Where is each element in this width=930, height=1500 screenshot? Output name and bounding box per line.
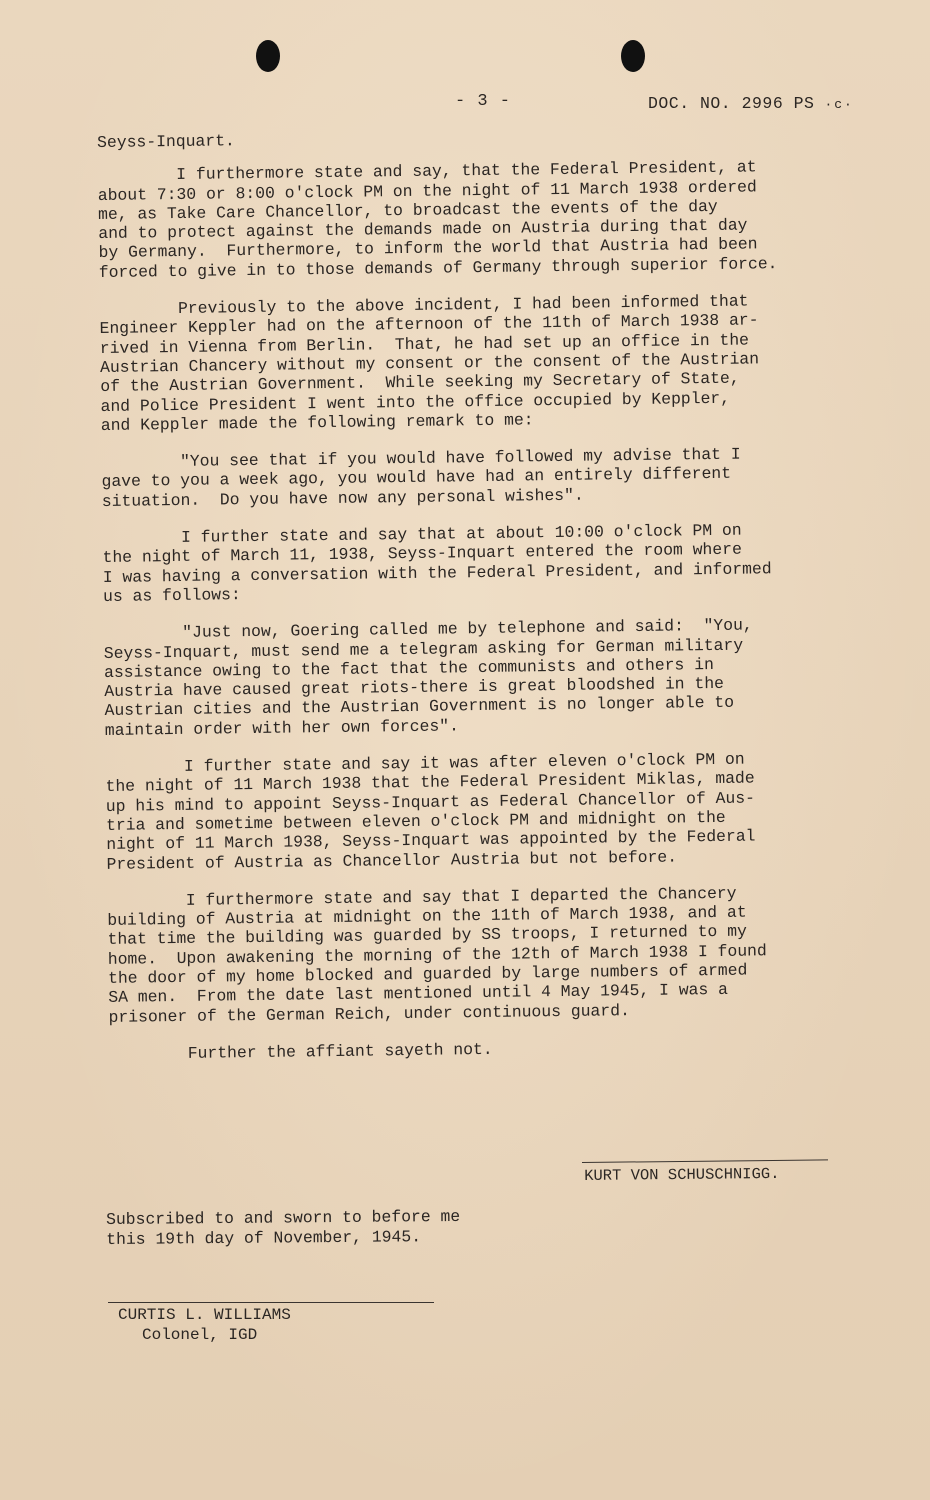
paragraph-keppler: Previously to the above incident, I had been informed that Engineer Keppler had on the afternoon of the 11th of March 1938 ar- rived in Vienna from Berlin. That, he had set up an office in the Austrian Chancery without my consent or the consent of the Austrian of the Austrian Government. While seeking my Secretary of State, and Police President I went into the office occupied by Keppler, and Keppler made the following remark to me: xyxy=(99,291,760,435)
quote-keppler: "You see that if you would have followed my advise that I gave to you a week ago, you would have had an entirely different situation. Do you have now any personal wishes". xyxy=(101,444,741,511)
page-number: - 3 - xyxy=(455,92,512,111)
officer-signature-block xyxy=(108,1302,438,1345)
affidavit-body xyxy=(97,123,909,1083)
affiant-signature-block xyxy=(582,1159,828,1185)
affiant-name: KURT VON SCHUSCHNIGG. xyxy=(584,1164,780,1185)
punch-hole-right xyxy=(621,40,645,72)
doc-number-header xyxy=(648,94,854,113)
doc-number: DOC. NO. 2996 PS xyxy=(648,94,815,113)
paragraph-departure: I furthermore state and say that I departed the Chancery building of Austria at midnight on the 11th of March 1938, and at that time the building was guarded by SS troops, I returned to my home. Upon awakening the morning of the 12th of March 1938 I found the door of my home blocked and guarded by large numbers of armed SA men. From the date last mentioned until 4 May 1945, I was a prisoner of the German Reich, under continuous guard. xyxy=(106,883,767,1027)
sworn-statement: Subscribed to and sworn to before me this 19th day of November, 1945. xyxy=(106,1206,461,1249)
punch-hole-left xyxy=(256,40,280,72)
officer-signature-line xyxy=(108,1302,434,1303)
signature-line xyxy=(582,1159,828,1163)
paragraph-seyss-inquart: I further state and say that at about 10:00 o'clock PM on the night of March 11, 1938, Seyss-Inquart entered the room where I was having a conversation with the Federal President, and informed us as follows: xyxy=(102,520,772,606)
doc-number-suffix: ·c· xyxy=(824,97,854,112)
quote-goering: "Just now, Goering called me by telephone and said: "You, Seyss-Inquart, must send me a telegram asking for German military assistance owing to the fact that the communists and others in Austria have caused great riots-there is great bloodshed in the Austrian cities and the Austrian Government is no longer able to maintain order with her own forces". xyxy=(103,615,753,740)
paragraph-appointment: I further state and say it was after eleven o'clock PM on the night of 11 March 1938 that the Federal President Miklas, made up his mind to appoint Seyss-Inquart as Federal Chancellor of Aus- tria and sometime between eleven o'clock PM and midnight on the night of 11 March 1938, Seyss-Inquart was appointed by the Federal President of Austria as Chancellor Austria but not before. xyxy=(105,749,756,874)
opening-line: Seyss-Inquart. xyxy=(97,131,235,152)
officer-name: CURTIS L. WILLIAMS xyxy=(118,1306,291,1324)
paragraph-broadcast: I furthermore state and say, that the Federal President, at about 7:30 or 8:00 o'clock PM on the night of 11 March 1938 ordered me, as Take Care Chancellor, to broadcast the events of the day and to protect against the demands made on Austria during that day by Germany. Furthermore, to inform the world that Austria had been forced to give in to those demands of Germany through superior force. xyxy=(97,157,778,282)
officer-title: Colonel, IGD xyxy=(142,1326,258,1344)
paragraph-closing: Further the affiant sayeth not. xyxy=(108,1039,493,1064)
